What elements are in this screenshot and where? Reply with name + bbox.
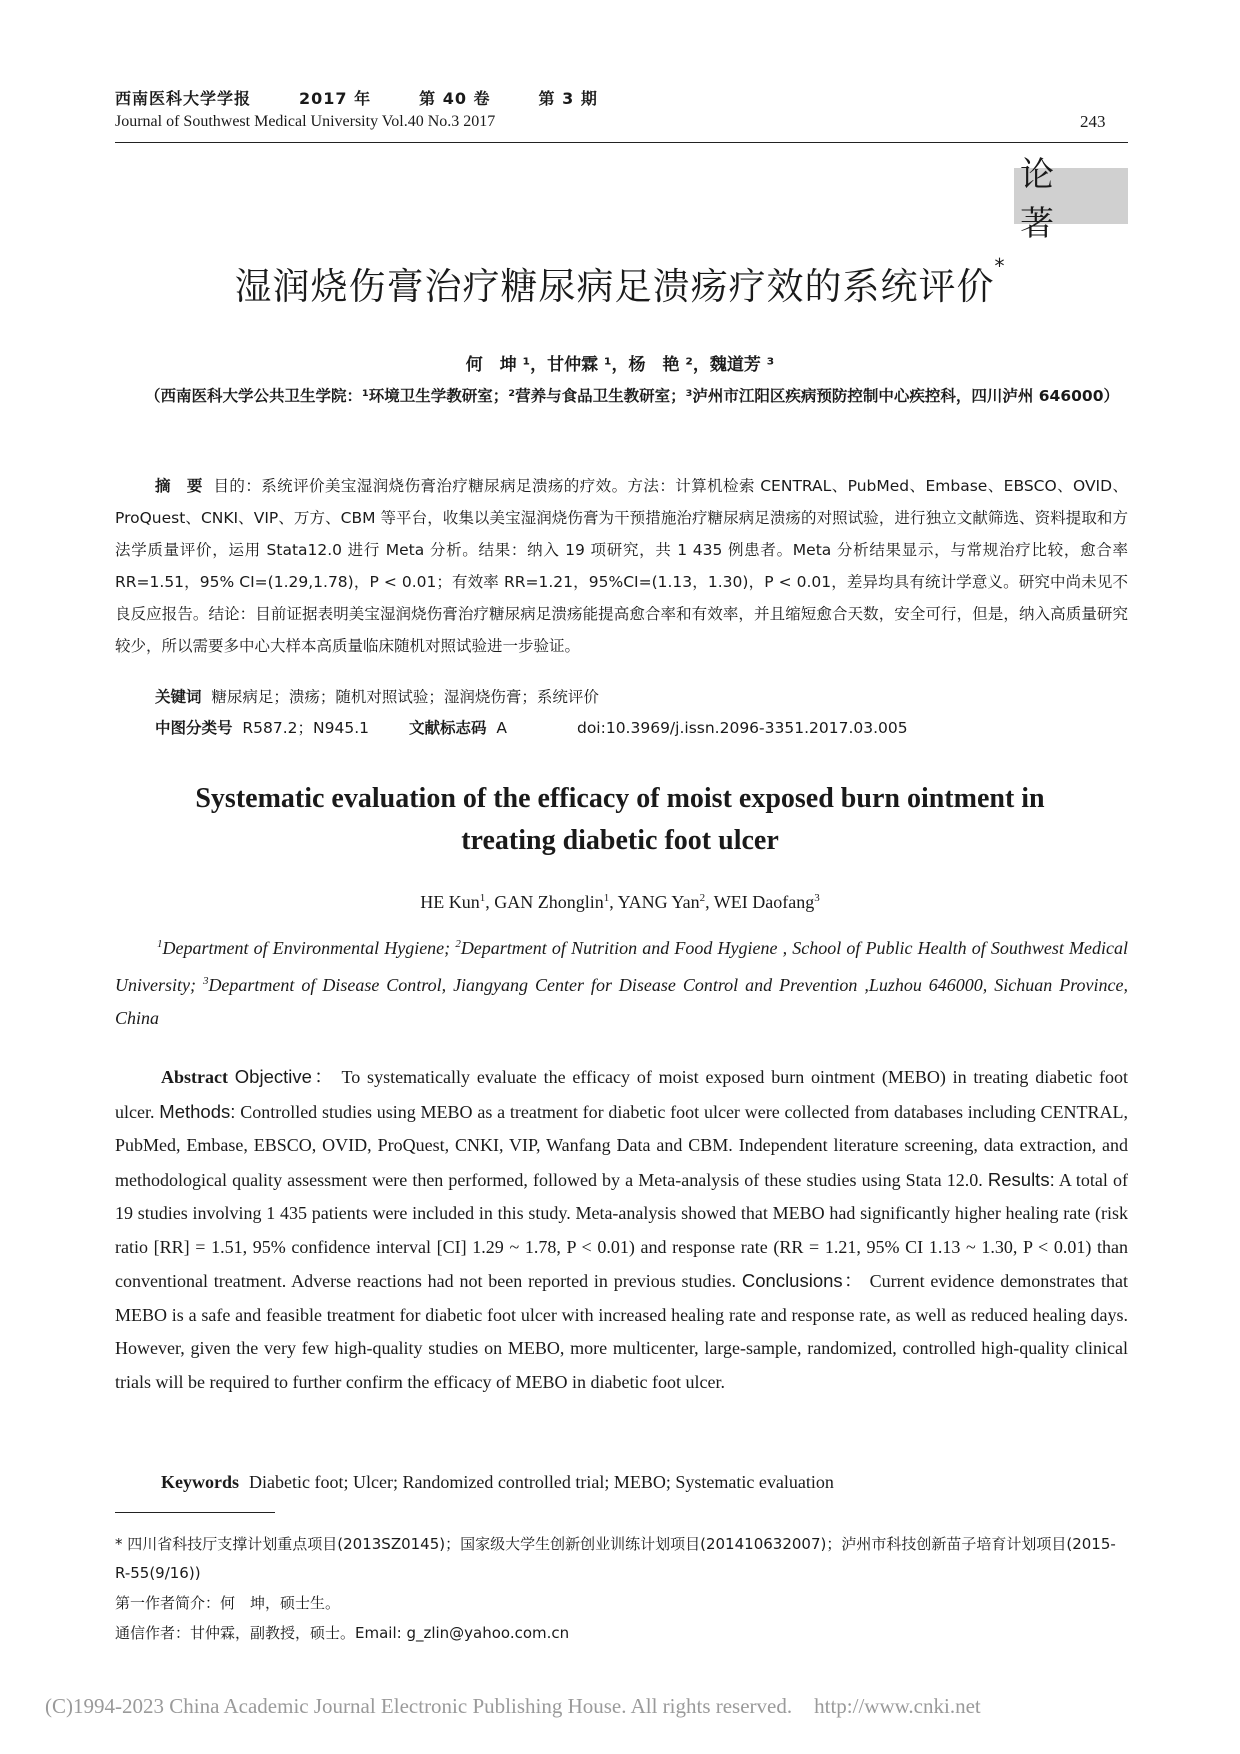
objective-label: Objective： bbox=[234, 1066, 336, 1087]
author-3: YANG Yan bbox=[617, 892, 700, 912]
abstract-cn bbox=[115, 470, 1128, 662]
footnote-divider bbox=[115, 1512, 275, 1513]
keywords-cn bbox=[155, 685, 1128, 707]
issue-cn: 第 3 期 bbox=[538, 89, 598, 108]
methods-text: Controlled studies using MEBO as a treatment for diabetic foot ulcer were collected from databases including CENTRAL, PubMed, Embase, EBSCO, OVID, ProQuest, CNKI, VIP, Wanfang Data and CBM. Independent literature screening, data extraction, and methodological quality assessment were then performed, followed by a Meta-analysis of these studies using Stata 12.0. bbox=[115, 1101, 1129, 1190]
objective-text: To systematically evaluate the efficacy of moist exposed burn ointment (MEBO) in treating diabetic foot ulcer. bbox=[115, 1067, 1128, 1122]
author-4: WEI Daofang bbox=[713, 892, 815, 912]
clc-value: R587.2；N945.1 bbox=[242, 719, 369, 737]
affil-en-mark-2: 2 bbox=[455, 938, 461, 950]
header-divider bbox=[115, 142, 1128, 143]
affiliation-en bbox=[115, 928, 1128, 1035]
methods-label: Methods: bbox=[159, 1100, 236, 1122]
footnote-corresponding-author: 通信作者：甘仲霖，副教授，硕士。Email: g_zlin@yahoo.com.cn bbox=[115, 1624, 570, 1642]
title-en-line-1: Systematic evaluation of the efficacy of moist exposed burn ointment in bbox=[195, 783, 1045, 814]
doc-code-value: A bbox=[496, 719, 507, 737]
section-tag: 论 著 bbox=[1014, 168, 1128, 224]
keywords-cn-text: 糖尿病足；溃疡；随机对照试验；湿润烧伤膏；系统评价 bbox=[211, 688, 599, 706]
affil-en-part-3: Department of Disease Control, Jiangyang Center for Disease Control and Prevention ,Luzhou 646000, Sichuan Province, China bbox=[115, 975, 1129, 1028]
classification-line bbox=[155, 716, 1128, 738]
affil-en-mark-3: 3 bbox=[202, 975, 209, 987]
running-header-en: Journal of Southwest Medical University Vol.40 No.3 2017 bbox=[115, 113, 496, 130]
results-label: Results: bbox=[987, 1168, 1055, 1190]
author-3-affil: 2 bbox=[699, 892, 706, 904]
footnote-funding: * 四川省科技厅支撑计划重点项目(2013SZ0145)；国家级大学生创新创业训练计划项目(201410632007)；泸州市科技创新苗子培育计划项目(2015-R-55(9/16)) bbox=[115, 1535, 1116, 1582]
abstract-en bbox=[115, 1060, 1128, 1399]
year-cn: 2017 年 bbox=[299, 89, 372, 108]
author-1-affil: 1 bbox=[479, 892, 486, 904]
volume-cn: 第 40 卷 bbox=[419, 89, 491, 108]
results-text: A total of 19 studies involving 1 435 patients were included in this study. Meta-analysis showed that MEBO had significantly higher healing rate (risk ratio [RR] = 1.51, 95% confidence interval [CI] 1.29 ~ 1.78, P < 0.01) and response rate (RR = 1.21, 95% CI 1.13 ~ 1.30, P < 0.01) than conventional treatment. Adverse reactions had not been reported in previous studies. bbox=[115, 1169, 1129, 1291]
title-en-line-2: treating diabetic foot ulcer bbox=[461, 825, 779, 856]
clc-label: 中图分类号 bbox=[155, 719, 233, 737]
conclusions-text: Current evidence demonstrates that MEBO is a safe and feasible treatment for diabetic foot ulcer with increased healing rate and response rate, as well as reduced healing days. However, given the very few high-quality studies on MEBO, more multicenter, large-sample, randomized, controlled high-quality clinical trials will be required to further confirm the efficacy of MEBO in diabetic foot ulcer. bbox=[115, 1271, 1128, 1392]
doc-code-label: 文献标志码 bbox=[409, 719, 487, 737]
keywords-en-label: Keywords bbox=[161, 1472, 239, 1492]
affil-en-part-1: Department of Environmental Hygiene; bbox=[162, 938, 456, 958]
footnote-first-author: 第一作者简介：何 坤，硕士生。 bbox=[115, 1594, 341, 1612]
author-4-affil: 3 bbox=[814, 892, 820, 904]
page-number: 243 bbox=[1080, 112, 1106, 131]
article-title-en bbox=[120, 778, 1120, 862]
conclusions-label: Conclusions： bbox=[741, 1270, 864, 1291]
copyright-notice bbox=[45, 1694, 1195, 1719]
title-cn-text: 湿润烧伤膏治疗糖尿病足溃疡疗效的系统评价 bbox=[234, 265, 995, 308]
keywords-en-text: Diabetic foot; Ulcer; Randomized controlled trial; MEBO; Systematic evaluation bbox=[249, 1472, 834, 1492]
abstract-cn-label: 摘 要 bbox=[155, 477, 203, 495]
keywords-cn-label: 关键词 bbox=[155, 688, 202, 706]
affil-en-part-2: Department of Nutrition and Food Hygiene , School of Public Health of Southwest Medical University; bbox=[115, 938, 1128, 995]
doi: doi:10.3969/j.issn.2096-3351.2017.03.005 bbox=[576, 719, 908, 737]
authors-en: HE Kun$^1$, GAN Zhonglin$^1$, YANG Yan$^2$, WEI Daofang$^3$ bbox=[420, 892, 820, 912]
copyright-text: (C)1994-2023 China Academic Journal Electronic Publishing House. All rights reserved. bbox=[45, 1694, 793, 1718]
keywords-en bbox=[161, 1472, 1128, 1493]
affiliation-cn: （西南医科大学公共卫生学院：¹环境卫生学教研室；²营养与食品卫生教研室；³泸州市江阳区疾病预防控制中心疾控科，四川泸州 646000） bbox=[145, 387, 1119, 405]
author-2-affil: 1 bbox=[603, 892, 610, 904]
affil-en-mark-1: 1 bbox=[157, 938, 163, 950]
article-title-cn bbox=[120, 256, 1120, 310]
cnki-url: http://www.cnki.net bbox=[814, 1694, 981, 1718]
journal-name-cn: 西南医科大学学报 bbox=[115, 89, 252, 108]
author-2: GAN Zhonglin bbox=[494, 892, 604, 912]
authors-cn: 何 坤 ¹，甘仲霖 ¹，杨 艳 ²，魏道芳 ³ bbox=[465, 355, 775, 375]
author-1: HE Kun bbox=[420, 892, 480, 912]
title-footnote-mark: * bbox=[994, 254, 1006, 278]
abstract-cn-text: 目的：系统评价美宝湿润烧伤膏治疗糖尿病足溃疡的疗效。方法：计算机检索 CENTRAL、PubMed、Embase、EBSCO、OVID、ProQuest、CNKI、VIP、万方、CBM 等平台，收集以美宝湿润烧伤膏为干预措施治疗糖尿病足溃疡的对照试验，进行独立文献筛选、资料提取和方法学质量评价，运用 Stata12.0 进行 Meta 分析。结果：纳入 19 项研究，共 1 435 例患者。Meta 分析结果显示，与常规治疗比较，愈合率 RR=1.51，95% CI=(1.29,1.78)，P < 0.01；有效率 RR=1.21，95%CI=(1.13，1.30)，P < 0.01，差异均具有统计学意义。研究中尚未见不良反应报告。结论：目前证据表明美宝湿润烧伤膏治疗糖尿病足溃疡能提高愈合率和有效率，并且缩短愈合天数，安全可行，但是，纳入高质量研究较少，所以需要多中心大样本高质量临床随机对照试验进一步验证。 bbox=[115, 477, 1128, 655]
abstract-en-label: Abstract bbox=[161, 1067, 228, 1087]
running-header-cn bbox=[115, 86, 598, 109]
